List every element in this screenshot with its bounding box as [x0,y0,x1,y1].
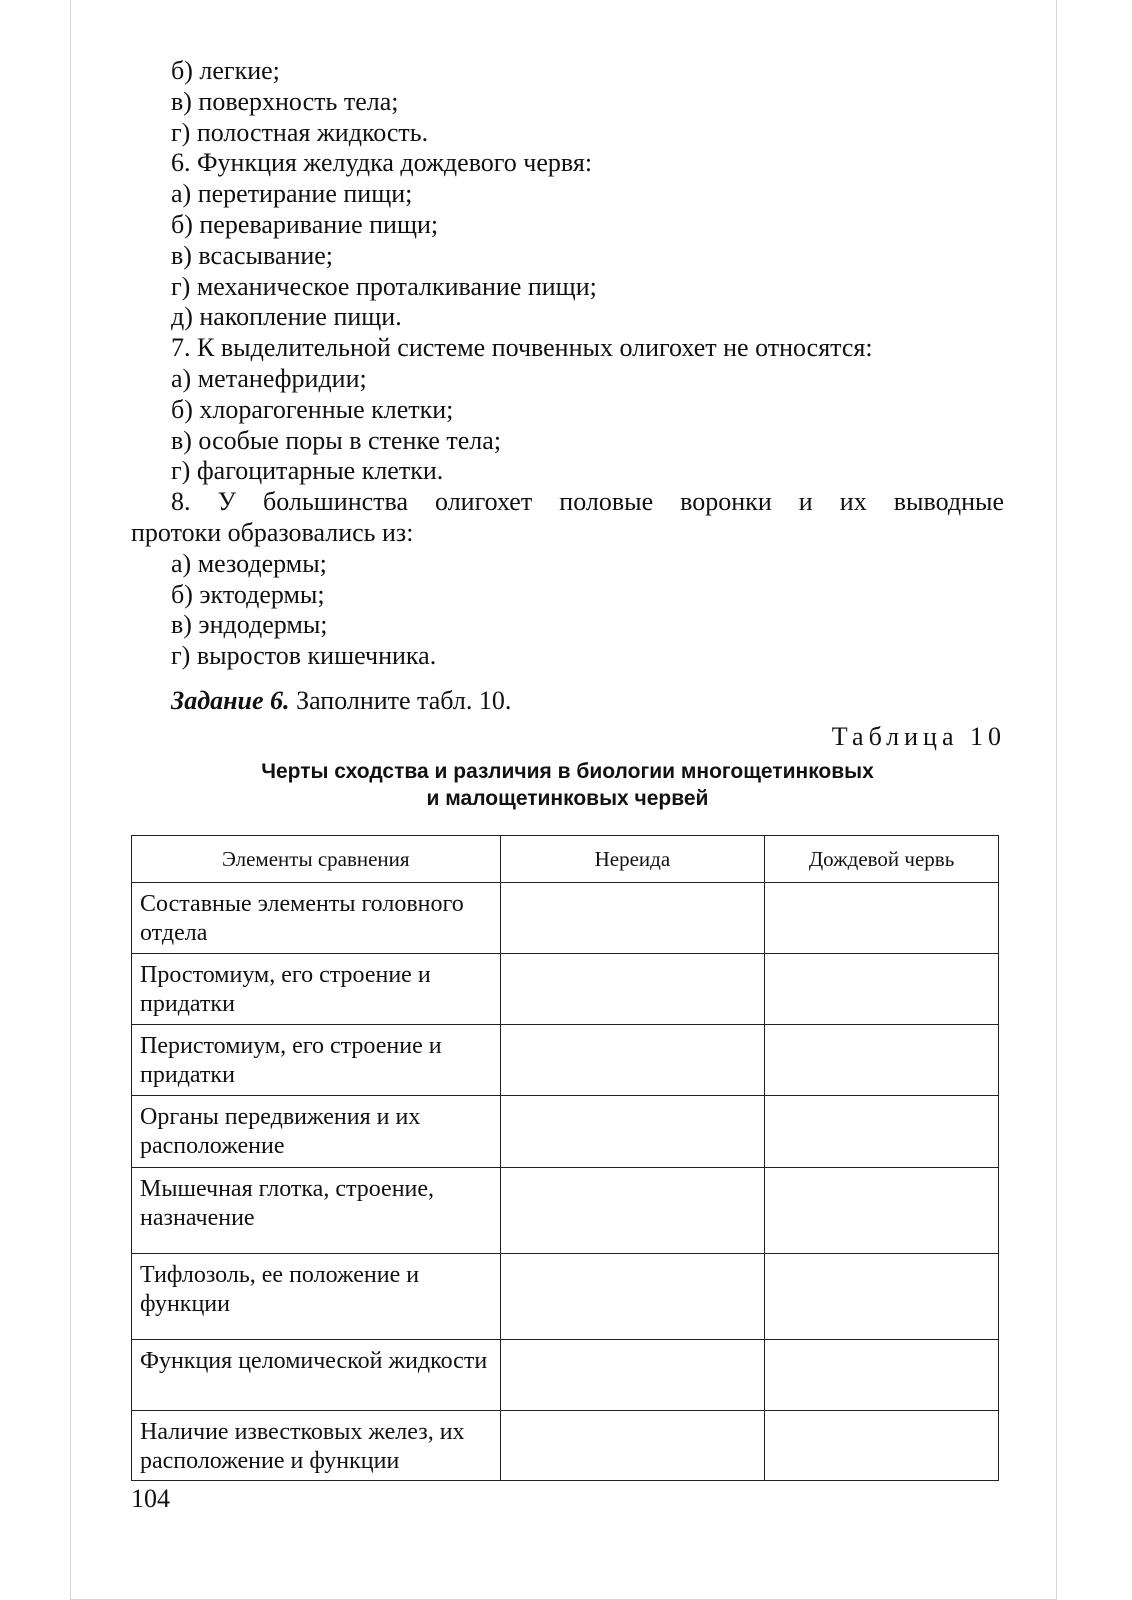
empty-cell [765,1254,999,1340]
comparison-table [131,835,999,1481]
header-cell: Дождевой червь [765,836,999,883]
text-line: б) хлорагогенные клетки; [171,394,454,424]
text-line: б) эктодермы; [171,579,325,609]
row-label: Наличие известковых желез, их расположение и функции [132,1411,501,1481]
table-row [132,954,999,1025]
table-number: Таблица 10 [831,722,1006,751]
empty-cell [765,1411,999,1481]
table-row [132,883,999,954]
row-label: Функция целомической жидкости [132,1340,501,1411]
empty-cell [500,1096,764,1168]
table-row [132,1168,999,1254]
task-label: Задание 6. [171,686,290,715]
empty-cell [765,954,999,1025]
text-line: а) мезодермы; [171,548,327,578]
text-line: а) метанефридии; [171,363,367,393]
table-row [132,1411,999,1481]
question-7: 7. К выделительной системе почвенных олигохет не относятся: [171,333,873,363]
table-row [132,1096,999,1168]
row-label: Перистомиум, его строение и придатки [132,1025,501,1096]
text-line: б) легкие; [171,56,280,85]
table-row [132,1025,999,1096]
row-label: Мышечная глотка, строение, назначение [132,1168,501,1254]
table-row [132,1340,999,1411]
empty-cell [765,1340,999,1411]
text-line: г) механическое проталкивание пищи; [171,271,597,301]
page-number: 104 [131,1484,170,1513]
empty-cell [500,1411,764,1481]
empty-cell [500,1025,764,1096]
text-line: протоки образовались из: [131,517,414,547]
empty-cell [765,1096,999,1168]
empty-cell [765,1025,999,1096]
empty-cell [500,1254,764,1340]
question-text [131,56,1004,672]
text-line: а) перетирание пищи; [171,179,413,209]
table-title [131,758,1004,812]
empty-cell [500,883,764,954]
table-header-row [132,836,999,883]
header-cell: Нереида [500,836,764,883]
text-line: в) особые поры в стенке тела; [171,425,502,455]
empty-cell [500,1168,764,1254]
task-text: Заполните табл. 10. [289,686,512,715]
text-line: в) всасывание; [171,240,334,270]
table-row [132,1254,999,1340]
row-label: Органы передвижения и их расположение [132,1096,501,1168]
row-label: Тифлозоль, ее положение и функции [132,1254,501,1340]
empty-cell [765,1168,999,1254]
text-line: г) фагоцитарные клетки. [171,456,444,486]
empty-cell [500,954,764,1025]
text-line: б) переваривание пищи; [171,209,439,239]
header-cell: Элементы сравнения [132,836,501,883]
task-6 [171,686,511,716]
empty-cell [765,883,999,954]
table-title-line: и малощетинковых червей [426,787,709,810]
text-line: д) накопление пищи. [171,302,402,332]
question-6: 6. Функция желудка дождевого червя: [171,148,593,178]
question-8: 8. У большинства олигохет половые воронки и их выводные [171,487,1004,517]
text-line: в) эндодермы; [171,610,328,640]
text-line: в) поверхность тела; [171,86,399,116]
table-title-line: Черты сходства и различия в биологии многощетинковых [261,760,874,783]
empty-cell [500,1340,764,1411]
row-label: Простомиум, его строение и придатки [132,954,501,1025]
row-label: Составные элементы головного отдела [132,883,501,954]
text-line: г) полостная жидкость. [171,117,429,147]
text-line: г) выростов кишечника. [171,641,437,671]
